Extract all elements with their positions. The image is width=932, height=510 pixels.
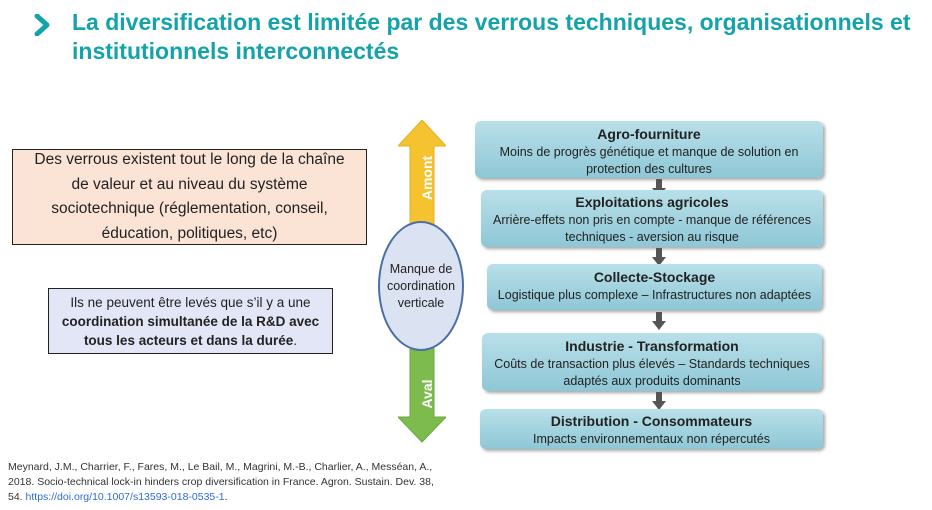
page-title: La diversification est limitée par des verrous techniques, organisationnels et institutionnels interconnectés xyxy=(72,9,911,64)
lock-in-statement-box xyxy=(12,149,367,245)
ellipse-line-3: verticale xyxy=(397,295,445,310)
lock-in-statement-text: Des verrous existent tout le long de la chaîne de valeur et au niveau du système sociotechnique (réglementation, conseil, éducation, politiques, etc) xyxy=(34,151,345,242)
stage-title: Industrie - Transformation xyxy=(565,338,739,354)
stage-desc: Impacts environnementaux non répercutés xyxy=(533,432,770,446)
reference-doi-link[interactable]: https://doi.org/10.1007/s13593-018-0535-1 xyxy=(25,491,225,503)
reference-citation xyxy=(8,460,448,505)
stage-industrie xyxy=(482,333,822,391)
stage-title: Exploitations agricoles xyxy=(575,194,729,210)
reference-end: . xyxy=(224,491,228,503)
aval-label: Aval xyxy=(419,379,435,409)
stage-collecte xyxy=(487,264,822,310)
coordination-box xyxy=(48,288,333,354)
chevron-right-icon xyxy=(34,14,52,36)
stage-desc: Moins de progrès génétique et manque de solution en protection des cultures xyxy=(499,145,799,176)
stage-distribution xyxy=(480,409,823,449)
down-arrow-icon xyxy=(652,312,666,330)
down-arrow-icon xyxy=(652,392,666,410)
coordination-ellipse xyxy=(378,221,464,351)
reference-text: Meynard, J.M., Charrier, F., Fares, M., Le Bail, M., Magrini, M.-B., Charlier, A., Messéan, A., 2018. Socio-technical lock-in hinders crop diversification in France. Agron. Sustain. Dev. 38, 54. xyxy=(8,461,434,503)
stage-desc: Logistique plus complexe – Infrastructures non adaptées xyxy=(497,288,812,302)
stage-exploitations xyxy=(481,190,823,247)
ellipse-line-2: coordination xyxy=(386,278,456,293)
stage-desc: Arrière-effets non pris en compte - manque de références techniques - aversion au risque xyxy=(493,213,811,244)
stage-title: Agro-fourniture xyxy=(597,126,701,142)
stage-desc: Coûts de transaction plus élevés – Standards techniques adaptés aux produits dominants xyxy=(494,357,810,388)
coordination-intro: Ils ne peuvent être levés que s’il y a une xyxy=(70,294,311,310)
stage-agro-fourniture xyxy=(475,121,823,178)
stage-title: Collecte-Stockage xyxy=(593,269,716,285)
amont-label: Amont xyxy=(419,155,435,201)
coordination-text xyxy=(49,293,332,350)
coordination-bold: coordination simultanée de la R&D avec tous les acteurs et dans la durée xyxy=(61,313,320,348)
coordination-end: . xyxy=(293,332,298,348)
ellipse-line-1: Manque de xyxy=(389,261,453,276)
stage-title: Distribution - Consommateurs xyxy=(550,413,753,429)
